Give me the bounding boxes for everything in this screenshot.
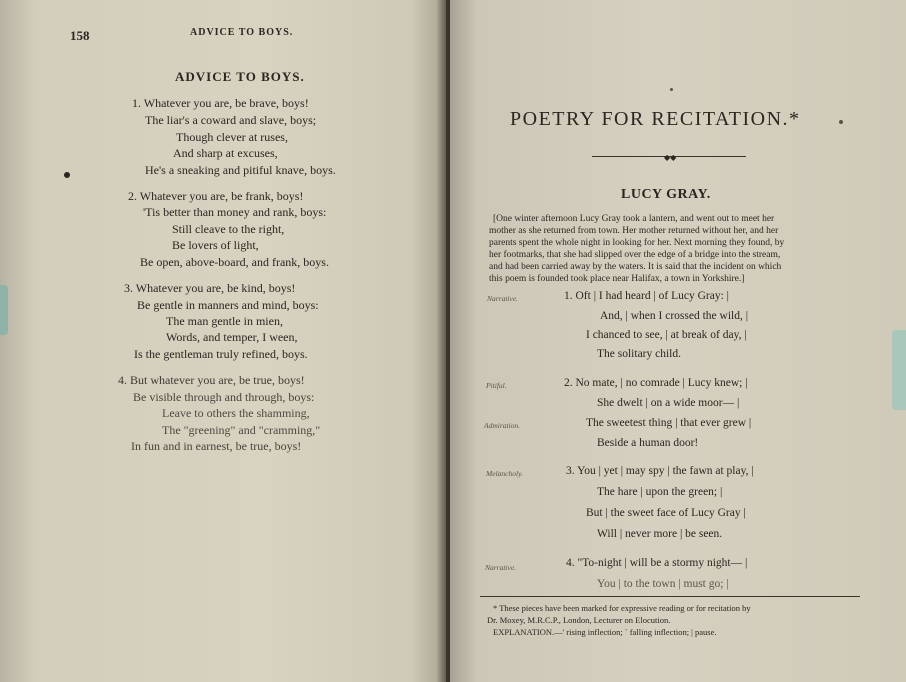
right-bookmark-edge	[892, 330, 906, 410]
footnote-line: * These pieces have been marked for expressive reading or for recitation by	[493, 603, 751, 613]
poem-line: Leave to others the shamming,	[162, 406, 310, 420]
page-number: 158	[70, 28, 90, 43]
poem-line: Still cleave to the right,	[172, 222, 285, 236]
margin-label: Narrative.	[487, 294, 519, 303]
poem-line: The "greening" and "cramming,"	[162, 423, 321, 437]
running-head: ADVICE TO BOYS.	[190, 27, 294, 38]
poem-line: 4. But whatever you are, be true, boys!	[118, 373, 305, 387]
poem-line: The man gentle in mien,	[166, 314, 283, 328]
poem-line: Beside a human door!	[597, 437, 699, 449]
poem-line: The hare | upon the green; |	[597, 486, 723, 498]
intro-line: [One winter afternoon Lucy Gray took a lantern, and went out to meet her	[493, 214, 775, 224]
intro-line: and had been carried away by the waters. It is said that the incident on which	[489, 262, 782, 272]
poem-line: The solitary child.	[597, 348, 681, 360]
intro-line: this poem is founded took place near Halifax, a town in Yorkshire.]	[489, 274, 745, 284]
poem-line: 1. Whatever you are, be brave, boys!	[132, 96, 309, 110]
ink-spot	[670, 88, 673, 91]
footnote-line: EXPLANATION.—' rising inflection; ` falling inflection; | pause.	[493, 627, 717, 637]
poem-line: Be visible through and through, boys:	[133, 390, 315, 404]
poem-line: In fun and in earnest, be true, boys!	[131, 439, 302, 453]
margin-label: Admiration.	[484, 421, 521, 430]
poem-line: Is the gentleman truly refined, boys.	[134, 347, 308, 361]
poem-line: The sweetest thing | that ever grew |	[586, 417, 752, 429]
poem-line: And sharp at excuses,	[173, 146, 278, 160]
left-page	[0, 0, 446, 682]
poem-line: The liar's a coward and slave, boys;	[145, 113, 317, 127]
margin-label: Pitiful.	[486, 381, 507, 390]
poem-line: 2. Whatever you are, be frank, boys!	[128, 189, 304, 203]
poem-line: 4. "To-night | will be a stormy night— |	[566, 557, 748, 569]
poem-line: Be lovers of light,	[172, 238, 259, 252]
ornament-icon: ◆◆	[664, 153, 677, 162]
left-bookmark-edge	[0, 285, 8, 335]
intro-line: parents spent the whole night in looking for her. Next morning they found, by	[489, 238, 785, 248]
poem-line: Will | never more | be seen.	[597, 528, 723, 540]
poem-line: 3. You | yet | may spy | the fawn at play, |	[566, 465, 754, 477]
poem-line: 1. Oft | I had heard | of Lucy Gray: |	[564, 290, 729, 302]
poem-line: Be gentle in manners and mind, boys:	[137, 298, 319, 312]
poem-line: 3. Whatever you are, be kind, boys!	[124, 281, 296, 295]
poem-line: 'Tis better than money and rank, boys:	[143, 205, 327, 219]
ink-spot	[64, 172, 70, 178]
poem-line: And, | when I crossed the wild, |	[600, 310, 749, 322]
poem-title: LUCY GRAY.	[621, 187, 711, 202]
poem-line: He's a sneaking and pitiful knave, boys.	[145, 163, 336, 177]
ink-spot	[839, 120, 843, 124]
footnote-line: Dr. Moxey, M.R.C.P., London, Lecturer on Elocution.	[487, 615, 671, 625]
footnote-rule	[480, 596, 860, 597]
poem-line: Though clever at ruses,	[176, 130, 288, 144]
margin-label: Narrative.	[485, 563, 517, 572]
poem-line: You | to the town | must go; |	[597, 578, 729, 590]
poem-title: ADVICE TO BOYS.	[175, 69, 305, 84]
intro-line: mother as she returned from town. Her mother returned without her, and her	[489, 226, 779, 236]
poem-line: Words, and temper, I ween,	[166, 330, 298, 344]
poem-line: Be open, above-board, and frank, boys.	[140, 255, 329, 269]
poem-line: She dwelt | on a wide moor— |	[597, 397, 740, 409]
margin-label: Melancholy.	[486, 469, 523, 478]
poem-line: But | the sweet face of Lucy Gray |	[586, 507, 746, 519]
poem-line: I chanced to see, | at break of day, |	[586, 329, 747, 341]
poem-line: 2. No mate, | no comrade | Lucy knew; |	[564, 377, 748, 389]
section-title: POETRY FOR RECITATION.*	[510, 108, 801, 130]
intro-line: her footmarks, that she had slipped over the edge of a bridge into the stream,	[489, 250, 781, 260]
